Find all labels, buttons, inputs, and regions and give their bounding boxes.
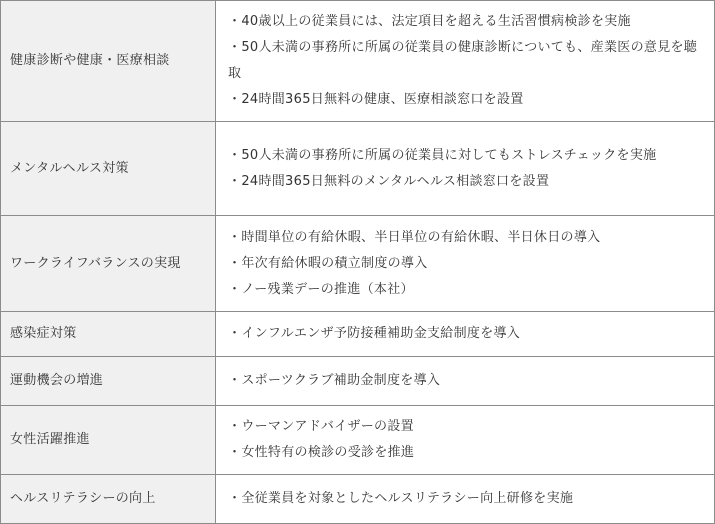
items-cell — [216, 406, 715, 475]
items-cell — [216, 357, 715, 406]
table-row — [1, 357, 715, 406]
bullet: ・ — [228, 229, 242, 245]
list-item — [228, 414, 708, 440]
bullet: ・ — [228, 173, 242, 189]
items-cell — [216, 216, 715, 312]
table-row — [1, 312, 715, 357]
item-text: 年次有給休暇の積立制度の導入 — [241, 255, 428, 271]
item-text: 全従業員を対象としたヘルスリテラシー向上研修を実施 — [241, 491, 574, 506]
bullet: ・ — [228, 147, 242, 163]
list-item — [228, 486, 708, 512]
bullet: ・ — [228, 445, 242, 460]
category-cell: 健康診断や健康・医療相談 — [1, 1, 216, 122]
table-row — [1, 1, 715, 122]
bullet: ・ — [228, 281, 242, 297]
category-cell: ヘルスリテラシーの向上 — [1, 475, 216, 524]
item-text: ノー残業デーの推進（本社） — [241, 281, 414, 297]
item-text: 女性特有の検診の受診を推進 — [241, 445, 415, 460]
item-text: スポーツクラブ補助金制度を導入 — [241, 373, 441, 388]
item-text: ウーマンアドバイザーの設置 — [241, 419, 414, 434]
category-cell: 女性活躍推進 — [1, 406, 216, 475]
list-item — [228, 277, 708, 303]
item-text: インフルエンザ予防接種補助金支給制度を導入 — [241, 326, 521, 341]
bullet: ・ — [228, 92, 242, 107]
items-cell — [216, 312, 715, 357]
bullet: ・ — [228, 14, 242, 29]
list-item — [228, 143, 708, 169]
category-cell: 感染症対策 — [1, 312, 216, 357]
bullet: ・ — [228, 419, 242, 434]
list-item — [228, 35, 708, 87]
bullet: ・ — [228, 255, 242, 271]
bullet: ・ — [228, 40, 242, 55]
table-row — [1, 122, 715, 216]
bullet: ・ — [228, 373, 242, 388]
table-row — [1, 475, 715, 524]
item-text: 40歳以上の従業員には、法定項目を超える生活習慣病検診を実施 — [241, 14, 631, 29]
category-cell: メンタルヘルス対策 — [1, 122, 216, 216]
items-cell — [216, 475, 715, 524]
item-text: 50人未満の事務所に所属の従業員に対してもストレスチェックを実施 — [241, 147, 657, 163]
list-item — [228, 87, 708, 113]
category-cell: ワークライフバランスの実現 — [1, 216, 216, 312]
item-text: 24時間365日無料のメンタルヘルス相談窓口を設置 — [241, 173, 550, 189]
table-row — [1, 406, 715, 475]
items-cell — [216, 1, 715, 122]
items-cell — [216, 122, 715, 216]
list-item — [228, 9, 708, 35]
list-item — [228, 368, 708, 394]
item-text: 24時間365日無料の健康、医療相談窓口を設置 — [241, 92, 524, 107]
list-item — [228, 169, 708, 195]
item-text: 時間単位の有給休暇、半日単位の有給休暇、半日休日の導入 — [241, 229, 601, 245]
table-row — [1, 216, 715, 312]
category-cell: 運動機会の増進 — [1, 357, 216, 406]
list-item — [228, 225, 708, 251]
bullet: ・ — [228, 491, 242, 506]
list-item — [228, 321, 708, 347]
list-item — [228, 251, 708, 277]
list-item — [228, 440, 708, 466]
item-text: 50人未満の事務所に所属の従業員の健康診断についても、産業医の意見を聴取 — [228, 40, 698, 81]
bullet: ・ — [228, 326, 242, 341]
